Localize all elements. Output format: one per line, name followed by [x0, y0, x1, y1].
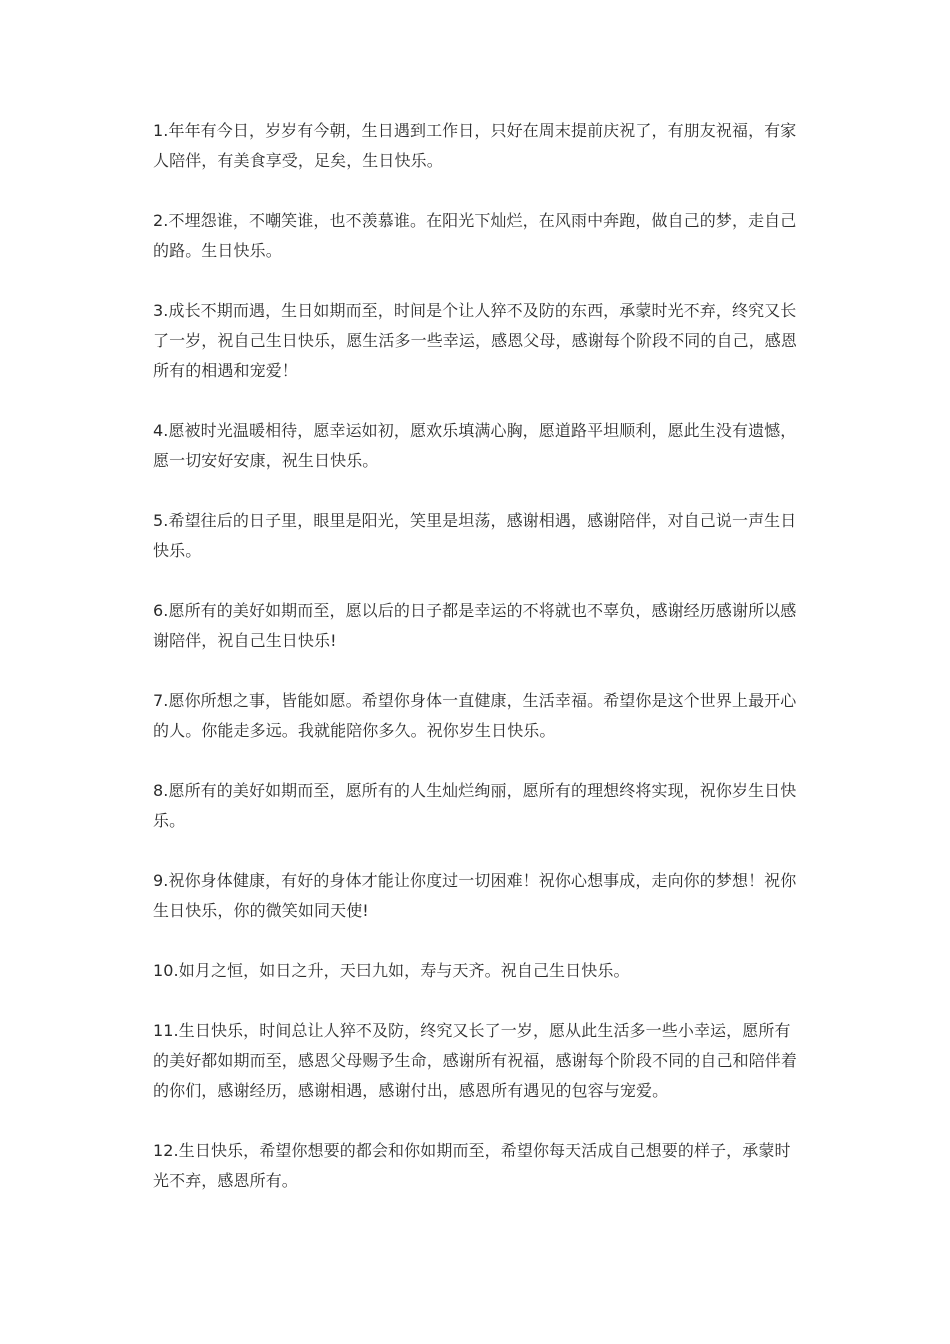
paragraph-5: 5.希望往后的日子里，眼里是阳光，笑里是坦荡，感谢相遇，感谢陪伴，对自己说一声生日快乐。: [153, 511, 797, 560]
paragraph-9: 9.祝你身体健康，有好的身体才能让你度过一切困难！祝你心想事成，走向你的梦想！祝你生日快乐，你的微笑如同天使!: [153, 871, 797, 920]
paragraph-12: 12.生日快乐，希望你想要的都会和你如期而至，希望你每天活成自己想要的样子，承蒙时光不弃，感恩所有。: [153, 1141, 791, 1190]
paragraph-4: 4.愿被时光温暖相待，愿幸运如初，愿欢乐填满心胸，愿道路平坦顺利，愿此生没有遗憾，愿一切安好安康，祝生日快乐。: [153, 421, 797, 470]
paragraph-2: 2.不埋怨谁，不嘲笑谁，也不羡慕谁。在阳光下灿烂，在风雨中奔跑，做自己的梦，走自己的路。生日快乐。: [153, 211, 797, 260]
paragraph-6: 6.愿所有的美好如期而至，愿以后的日子都是幸运的不将就也不辜负，感谢经历感谢所以感谢陪伴，祝自己生日快乐!: [153, 601, 797, 650]
paragraph-10: 10.如月之恒，如日之升，天曰九如，寿与天齐。祝自己生日快乐。: [153, 961, 630, 980]
paragraph-3: 3.成长不期而遇，生日如期而至，时间是个让人猝不及防的东西，承蒙时光不弃，终究又长了一岁，祝自己生日快乐，愿生活多一些幸运，感恩父母，感谢每个阶段不同的自己，感恩所有的相遇和宠爱！: [153, 301, 798, 380]
paragraph-8: 8.愿所有的美好如期而至，愿所有的人生灿烂绚丽，愿所有的理想终将实现，祝你岁生日快乐。: [153, 781, 797, 830]
paragraph-11: 11.生日快乐，时间总让人猝不及防，终究又长了一岁，愿从此生活多一些小幸运，愿所有的美好都如期而至，感恩父母赐予生命，感谢所有祝福，感谢每个阶段不同的自己和陪伴着的你们，感谢经历，感谢相遇，感谢付出，感恩所有遇见的包容与宠爱。: [153, 1021, 798, 1100]
paragraph-1: 1.年年有今日，岁岁有今朝，生日遇到工作日，只好在周末提前庆祝了，有朋友祝福，有家人陪伴，有美食享受，足矣，生日快乐。: [153, 121, 797, 170]
document-body: [153, 116, 797, 1226]
paragraph-7: 7.愿你所想之事，皆能如愿。希望你身体一直健康，生活幸福。希望你是这个世界上最开心的人。你能走多远。我就能陪你多久。祝你岁生日快乐。: [153, 691, 797, 740]
